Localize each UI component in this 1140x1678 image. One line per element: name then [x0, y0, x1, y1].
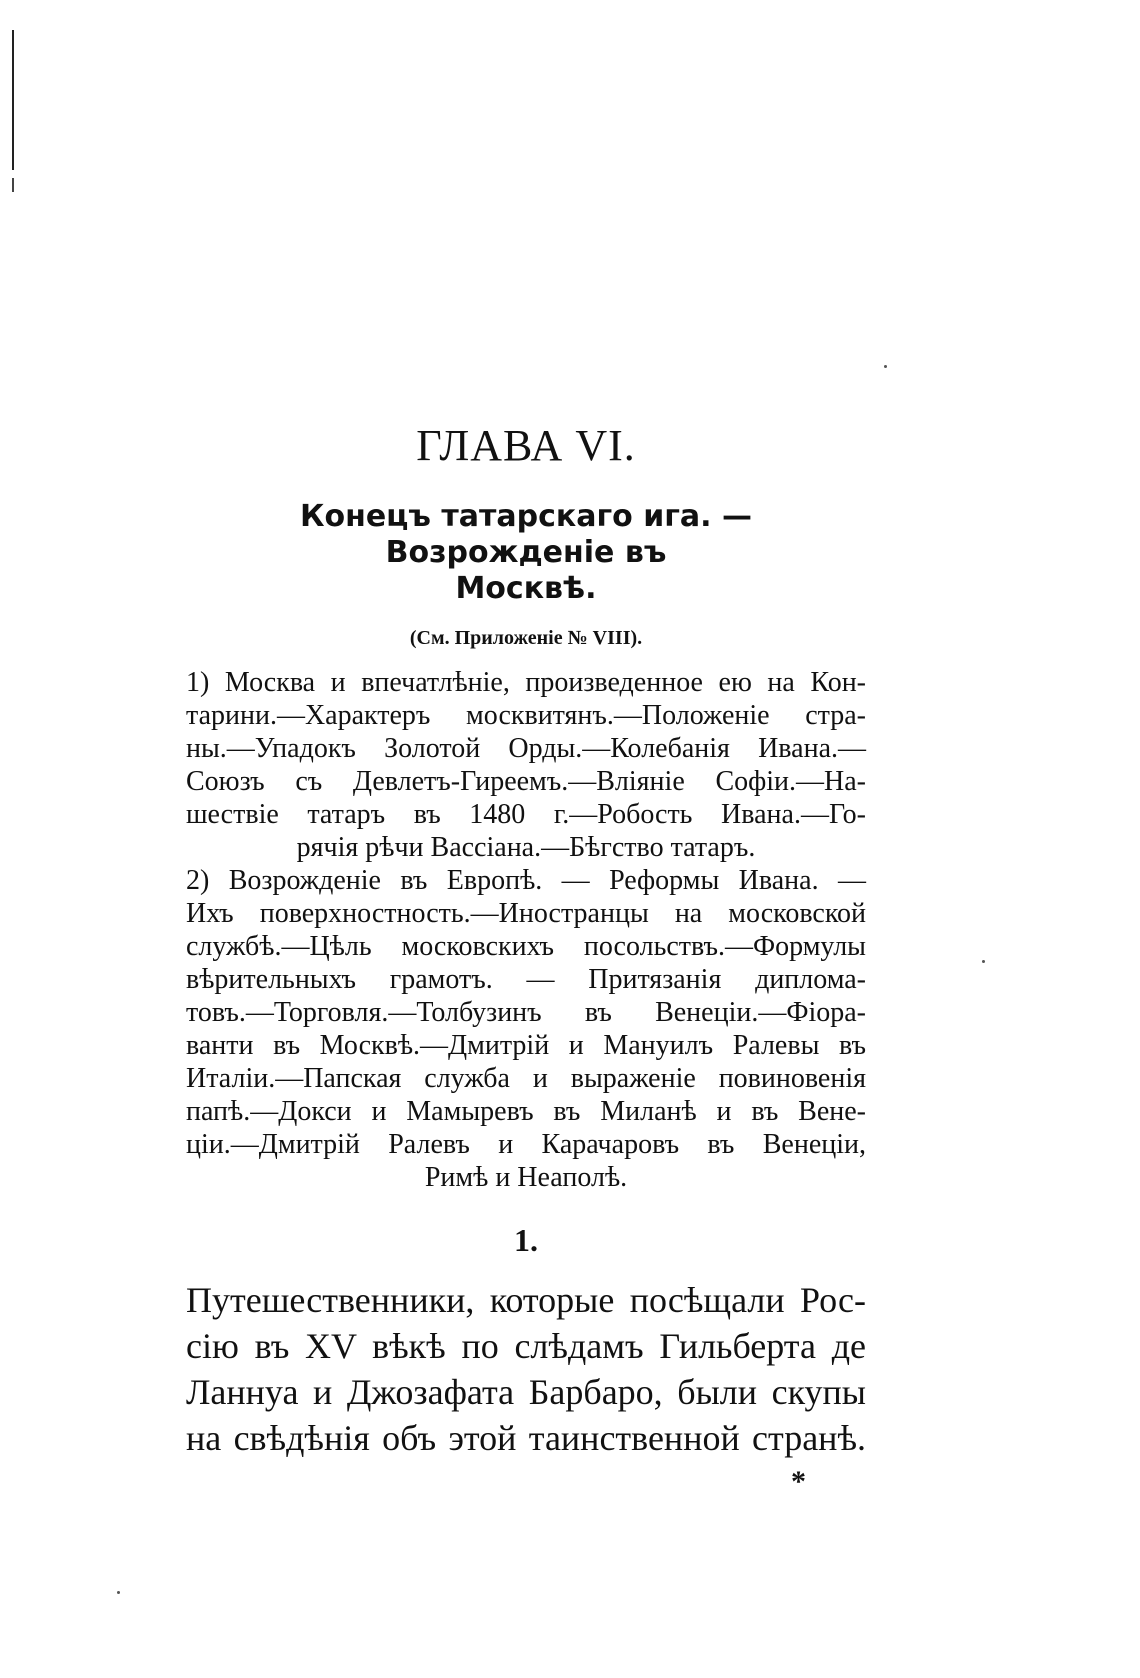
- chapter-summary: [186, 666, 866, 1194]
- summary-line: вѣрительныхъ грамотъ. — Притязанія диплома-: [186, 964, 866, 995]
- section-number: 1.: [514, 1222, 538, 1258]
- chapter-subtitle-line: Конецъ татарскаго ига. — Возрожденіе въ: [299, 499, 753, 570]
- summary-line: 2) Возрожденіе въ Европѣ. — Реформы Ивана. —: [186, 865, 866, 896]
- summary-line: Ихъ поверхностность.—Иностранцы на московской: [186, 898, 866, 929]
- chapter-title: ГЛАВА VI.: [416, 421, 636, 470]
- summary-line: Италіи.—Папская служба и выраженіе повиновенія: [186, 1063, 866, 1094]
- summary-line: Союзъ съ Девлетъ-Гиреемъ.—Вліяніе Софіи.—На-: [186, 766, 866, 797]
- body-line: на свѣдѣнія объ этой таинственной странѣ.: [186, 1418, 866, 1458]
- body-line: сію въ XV вѣкѣ по слѣдамъ Гильберта де: [186, 1326, 866, 1366]
- summary-line: Римѣ и Неаполѣ.: [424, 1162, 628, 1193]
- body-paragraph: [186, 1277, 866, 1461]
- text-column: [186, 420, 866, 1499]
- summary-line: папѣ.—Докси и Мамыревъ въ Миланѣ и въ Вене-: [186, 1096, 866, 1127]
- scan-speck: [982, 960, 985, 963]
- summary-line: ны.—Упадокъ Золотой Орды.—Колебанія Ивана.—: [186, 733, 866, 764]
- summary-line: ванти въ Москвѣ.—Дмитрій и Мануилъ Ралевы въ: [186, 1030, 866, 1061]
- summary-line: ціи.—Дмитрій Ралевъ и Карачаровъ въ Венеціи,: [186, 1129, 866, 1160]
- summary-line: тарини.—Характеръ москвитянъ.—Положеніе стра-: [186, 700, 866, 731]
- appendix-reference: (См. Приложеніе № VIII).: [409, 627, 643, 649]
- chapter-subtitle: [186, 499, 866, 607]
- summary-line: 1) Москва и впечатлѣніе, произведенное ею на Кон-: [186, 667, 866, 698]
- scan-edge-line: [12, 178, 14, 192]
- scan-speck: [117, 1591, 120, 1594]
- summary-line: рячія рѣчи Вассіана.—Бѣгство татаръ.: [296, 832, 756, 863]
- body-line: Путешественники, которые посѣщали Рос-: [186, 1280, 866, 1320]
- summary-line: службѣ.—Цѣль московскихъ посольствъ.—Формулы: [186, 931, 866, 962]
- footnote-mark: *: [791, 1465, 806, 1498]
- chapter-subtitle-line: Москвѣ.: [455, 571, 597, 606]
- summary-line: шествіе татаръ въ 1480 г.—Робость Ивана.—Го-: [186, 799, 866, 830]
- scan-speck: [884, 365, 887, 368]
- scan-edge-line: [12, 30, 14, 170]
- body-line: Ланнуа и Джозафата Барбаро, были скупы: [186, 1372, 866, 1412]
- summary-line: товъ.—Торговля.—Толбузинъ въ Венеціи.—Фіора-: [186, 997, 866, 1028]
